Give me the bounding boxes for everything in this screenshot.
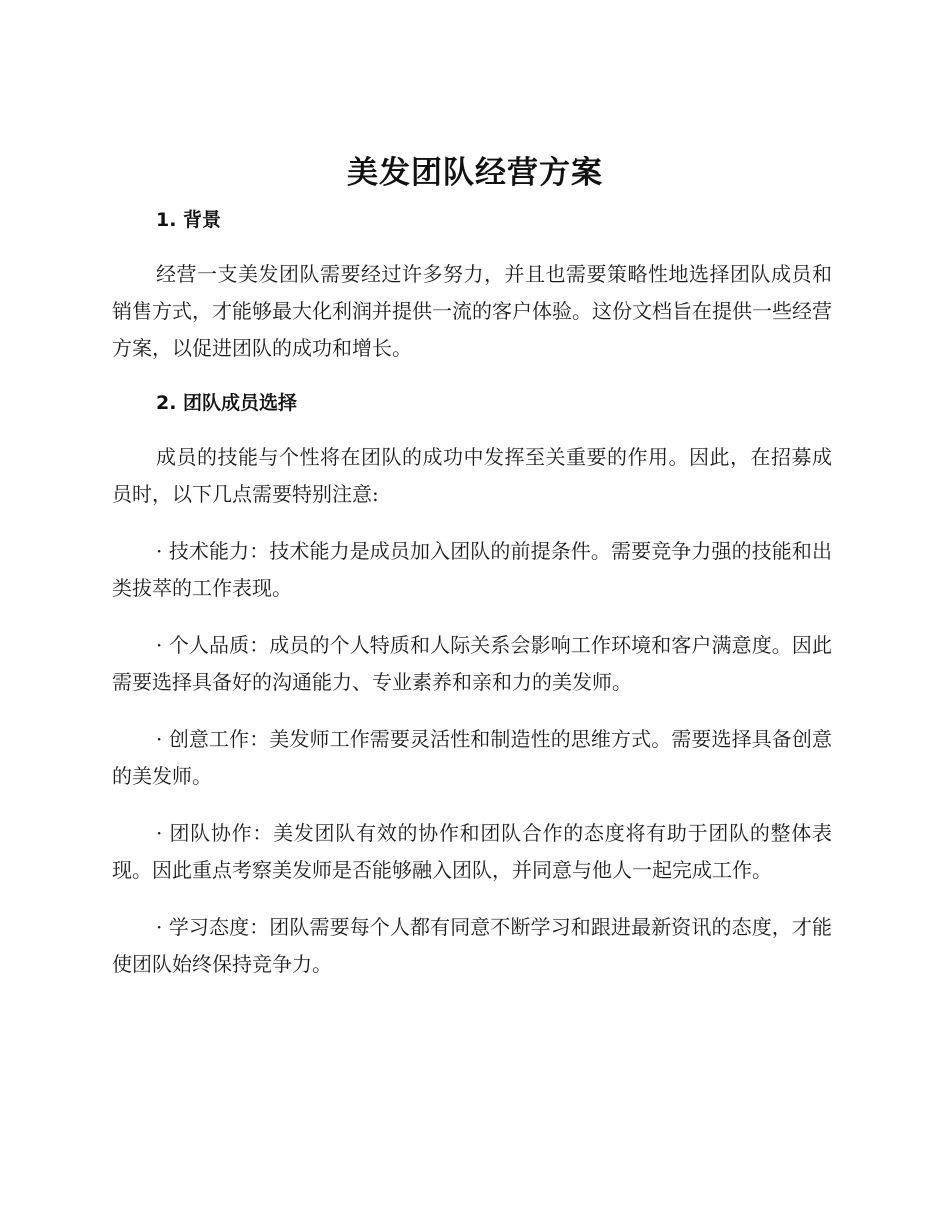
bullet-item-creative-work: · 创意工作：美发师工作需要灵活性和制造性的思维方式。需要选择具备创意的美发师。 [112, 727, 832, 788]
section-background [112, 204, 832, 367]
paragraph: 经营一支美发团队需要经过许多努力，并且也需要策略性地选择团队成员和销售方式，才能够最大化利润并提供一流的客户体验。这份文档旨在提供一些经营方案，以促进团队的成功和增长。 [112, 262, 832, 360]
document-body [112, 204, 832, 1003]
document-title: 美发团队经营方案 [347, 155, 603, 191]
paragraph: 成员的技能与个性将在团队的成功中发挥至关重要的作用。因此，在招募成员时，以下几点需要特别注意: [112, 445, 832, 506]
section-team-member-selection [112, 387, 832, 983]
section-heading: 1. 背景 [156, 209, 222, 231]
bullet-item-personal-quality: · 个人品质：成员的个人特质和人际关系会影响工作环境和客户满意度。因此需要选择具备好的沟通能力、专业素养和亲和力的美发师。 [112, 633, 832, 694]
bullet-item-team-collaboration: · 团队协作：美发团队有效的协作和团队合作的态度将有助于团队的整体表现。因此重点考察美发师是否能够融入团队，并同意与他人一起完成工作。 [112, 821, 832, 882]
section-heading: 2. 团队成员选择 [156, 392, 298, 414]
bullet-item-learning-attitude: · 学习态度：团队需要每个人都有同意不断学习和跟进最新资讯的态度，才能使团队始终保持竞争力。 [112, 915, 832, 976]
bullet-item-technical-ability: · 技术能力：技术能力是成员加入团队的前提条件。需要竞争力强的技能和出类拔萃的工作表现。 [112, 539, 832, 600]
